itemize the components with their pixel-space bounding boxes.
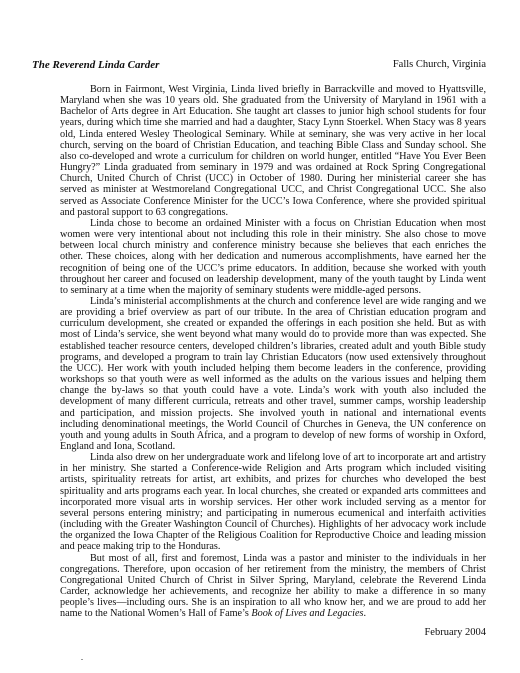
tribute-text: But most of all, first and foremost, Linda was a pastor and minister to the individuals in her congregations. Therefore, upon occasion of her retirement from the ministry, the members of Christ Congregational United Church of Christ in Silver Spring, Maryland, celebrate the Reverend Linda Carder, acknowledge her achievements, and recognize her ability to make a difference in so many people’s lives—including ours. She is an inspiration to all who know her, and we are proud to add her name to the National Women’s Hall of Fame’s (60, 552, 486, 620)
document-date: February 2004 (424, 627, 486, 638)
scan-speck (81, 659, 83, 660)
tribute-end: . (363, 608, 366, 620)
paragraph-early-life: Born in Fairmont, West Virginia, Linda lived briefly in Barrackville and moved to Hyattsville, Maryland when she was 10 years old. She graduated from the University of Maryland in 1961 with a Bachelor of Arts degree in Art Education. She taught art classes to junior high school students for four years, during which time she married and had a daughter, Stacy Lynn Stoerkel. When Stacy was 8 years old, Linda entered Wesley Theological Seminary. While at seminary, she was very active in her local church, serving on the board of Christian Education, and teaching Bible Class and Sunday school. She also co-developed and wrote a curriculum for children on world hunger, entitled “Have You Ever Been Hungry?” Linda graduated from seminary in 1979 and was ordained at Rock Spring Congregational Church, United Church of Christ (UCC) in October of 1980. During her ministerial career she has served as minister at Westmoreland Congregational UCC, and Christ Congregational UCC. She also served as Associate Conference Minister for the UCC’s Iowa Conference, where she provided spiritual and pastoral support to 63 congregations. (60, 84, 486, 218)
document-header (32, 59, 486, 75)
paragraph-ministry-choices: Linda chose to become an ordained Minister with a focus on Christian Education when most women were very intentional about not including this role in their ministry. She also chose to move between local church ministry and conference ministry because she believes that each enriches the other. These choices, along with her dedication and numerous accomplishments, have earned her the recognition of being one of the UCC’s prime educators. In addition, because she worked with youth throughout her career and focused on leadership development, many of the youth taught by Linda went to seminary at a time when the majority of seminary students were middle-aged persons. (60, 217, 486, 296)
document-body (60, 84, 486, 620)
book-title: Book of Lives and Legacies (251, 608, 364, 620)
paragraph-art-ministry: Linda also drew on her undergraduate work and lifelong love of art to incorporate art and artistry in her ministry. She started a Conference-wide Religion and Arts program which included visiting artists, spirituality retreats for artist, art exhibits, and prizes for churches who developed the best spirituality and arts programs each year. In local churches, she created or expanded arts committees and incorporated more visual arts in worship services. Her other work included serving as a mentor for several persons entering ministry; and participating in numerous ecumenical and interfaith activities (including with the Greater Washington Council of Churches). Highlights of her advocacy work include the organized the Iowa Chapter of the Religious Coalition for Reproductive Choice and leading mission and peace making trip to the Honduras. (60, 452, 486, 553)
location-text: Falls Church, Virginia (392, 59, 486, 70)
paragraph-accomplishments: Linda’s ministerial accomplishments at the church and conference level are wide ranging and we are providing a brief overview as part of our tribute. In the area of Christian education program and curriculum development, she created or expanded the offerings in each position she held. But as with most of Linda’s service, she went beyond what many would do to provide more than was expected. She established teacher resource centers, developed children’s libraries, created adult and youth Bible study programs, and developed a program to train lay Christian Educators (now used extensively throughout the UCC). Her work with youth included helping them become leaders in the conference, providing workshops so that youth were as well informed as the adults on the various issues and helping them change the by-laws so that youth could have a vote. Linda’s work with youth also included the development of many different curricula, retreats and other travel, summer camps, worship leadership and participation, and mission projects. She involved youth in national and international events including denominational meetings, the World Council of Churches in Geneva, the UN conference on youth and young adults in South Africa, and a program to develop of new forms of worship in Oxford, England and Iona, Scotland. (60, 295, 486, 452)
document-title: The Reverend Linda Carder (32, 59, 160, 71)
paragraph-tribute (60, 553, 486, 620)
